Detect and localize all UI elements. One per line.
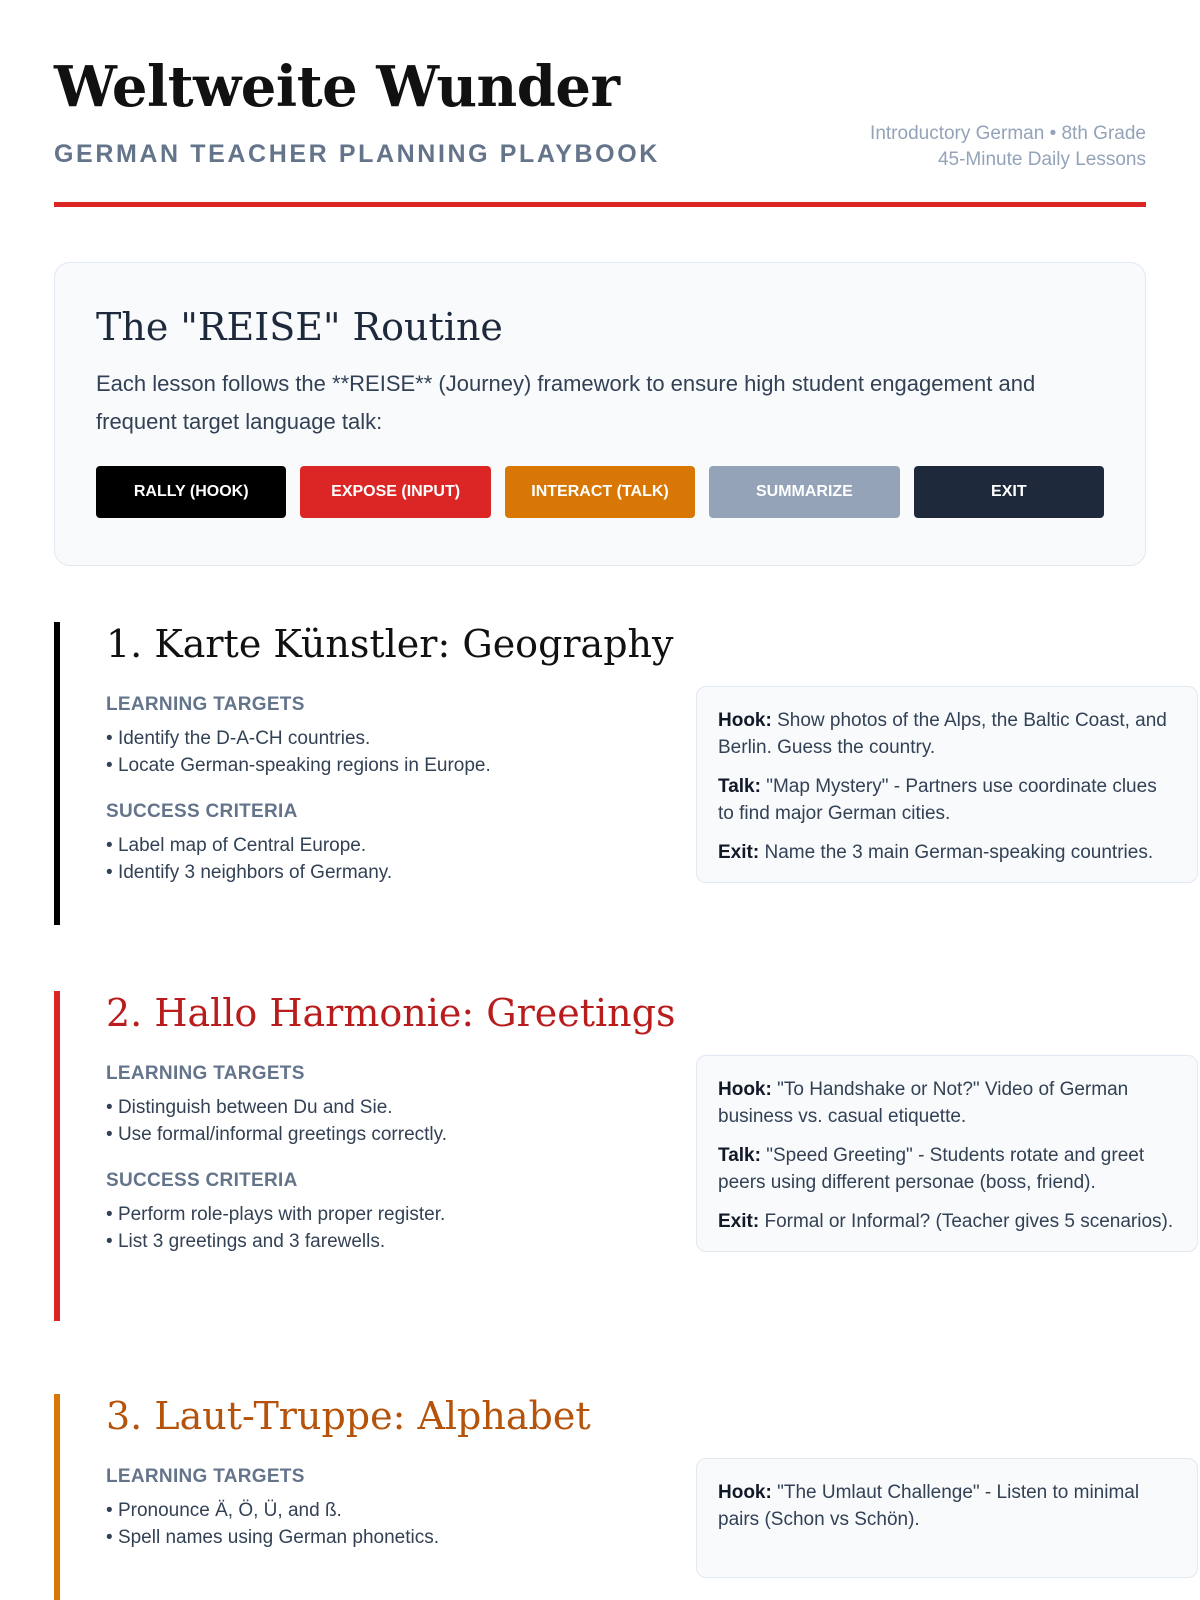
hook-activity: Hook: "The Umlaut Challenge" - Listen to minimal pairs (Schon vs Schön). xyxy=(718,1482,1140,1530)
hook-activity: Hook: Show photos of the Alps, the Baltic Coast, and Berlin. Guess the country. xyxy=(718,710,1167,758)
page-subtitle: GERMAN TEACHER PLANNING PLAYBOOK xyxy=(54,140,660,168)
learning-targets-list xyxy=(106,1497,626,1551)
list-item: • Distinguish between Du and Sie. xyxy=(106,1094,626,1121)
lesson-greetings xyxy=(54,991,1174,1321)
learning-targets-label: LEARNING TARGETS xyxy=(106,1466,305,1487)
course-meta xyxy=(870,121,1146,173)
learning-targets-label: LEARNING TARGETS xyxy=(106,1063,305,1084)
list-item: • List 3 greetings and 3 farewells. xyxy=(106,1228,626,1255)
activity-card xyxy=(696,1458,1198,1578)
lesson-title: 2. Hallo Harmonie: Greetings xyxy=(106,991,676,1035)
list-item: • Perform role-plays with proper register. xyxy=(106,1201,626,1228)
list-item: • Label map of Central Europe. xyxy=(106,832,626,859)
exit-activity: Exit: Formal or Informal? (Teacher gives 5 scenarios). xyxy=(718,1211,1174,1232)
list-item: • Pronounce Ä, Ö, Ü, and ß. xyxy=(106,1497,626,1524)
header-divider xyxy=(54,202,1146,207)
document-header xyxy=(54,0,1146,210)
lesson-title: 3. Laut-Truppe: Alphabet xyxy=(106,1394,591,1438)
learning-targets-label: LEARNING TARGETS xyxy=(106,694,305,715)
step-exit: EXIT xyxy=(914,466,1104,518)
talk-activity: Talk: "Map Mystery" - Partners use coordinate clues to find major German cities. xyxy=(718,776,1157,824)
step-summarize: SUMMARIZE xyxy=(709,466,899,518)
lesson-alphabet xyxy=(54,1394,1146,1600)
hook-activity: Hook: "To Handshake or Not?" Video of German business vs. casual etiquette. xyxy=(718,1079,1129,1127)
list-item: • Identify 3 neighbors of Germany. xyxy=(106,859,626,886)
activity-card xyxy=(696,686,1198,883)
step-expose: EXPOSE (INPUT) xyxy=(300,466,490,518)
routine-steps xyxy=(96,466,1104,518)
lesson-duration: 45-Minute Daily Lessons xyxy=(937,149,1146,170)
learning-targets-list xyxy=(106,725,626,779)
lesson-title: 1. Karte Künstler: Geography xyxy=(106,622,674,666)
talk-activity: Talk: "Speed Greeting" - Students rotate and greet peers using different personae (boss, friend). xyxy=(718,1145,1145,1193)
success-criteria-label: SUCCESS CRITERIA xyxy=(106,801,298,822)
list-item: • Spell names using German phonetics. xyxy=(106,1524,626,1551)
list-item: • Use formal/informal greetings correctly. xyxy=(106,1121,626,1148)
success-criteria-label: SUCCESS CRITERIA xyxy=(106,1170,298,1191)
routine-card xyxy=(54,262,1146,566)
learning-targets-list xyxy=(106,1094,626,1148)
page-title: Weltweite Wunder xyxy=(54,54,620,120)
course-level: Introductory German • 8th Grade xyxy=(870,123,1146,144)
success-criteria-list xyxy=(106,832,626,886)
routine-title: The "REISE" Routine xyxy=(96,305,503,349)
lesson-geography xyxy=(54,622,1167,925)
step-rally: RALLY (HOOK) xyxy=(96,466,286,518)
step-interact: INTERACT (TALK) xyxy=(505,466,695,518)
exit-activity: Exit: Name the 3 main German-speaking countries. xyxy=(718,842,1154,863)
list-item: • Identify the D-A-CH countries. xyxy=(106,725,626,752)
routine-description: Each lesson follows the **REISE** (Journey) framework to ensure high student engagement and frequent target language talk: xyxy=(96,371,1036,434)
success-criteria-list xyxy=(106,1201,626,1255)
activity-card xyxy=(696,1055,1198,1252)
list-item: • Locate German-speaking regions in Europe. xyxy=(106,752,626,779)
